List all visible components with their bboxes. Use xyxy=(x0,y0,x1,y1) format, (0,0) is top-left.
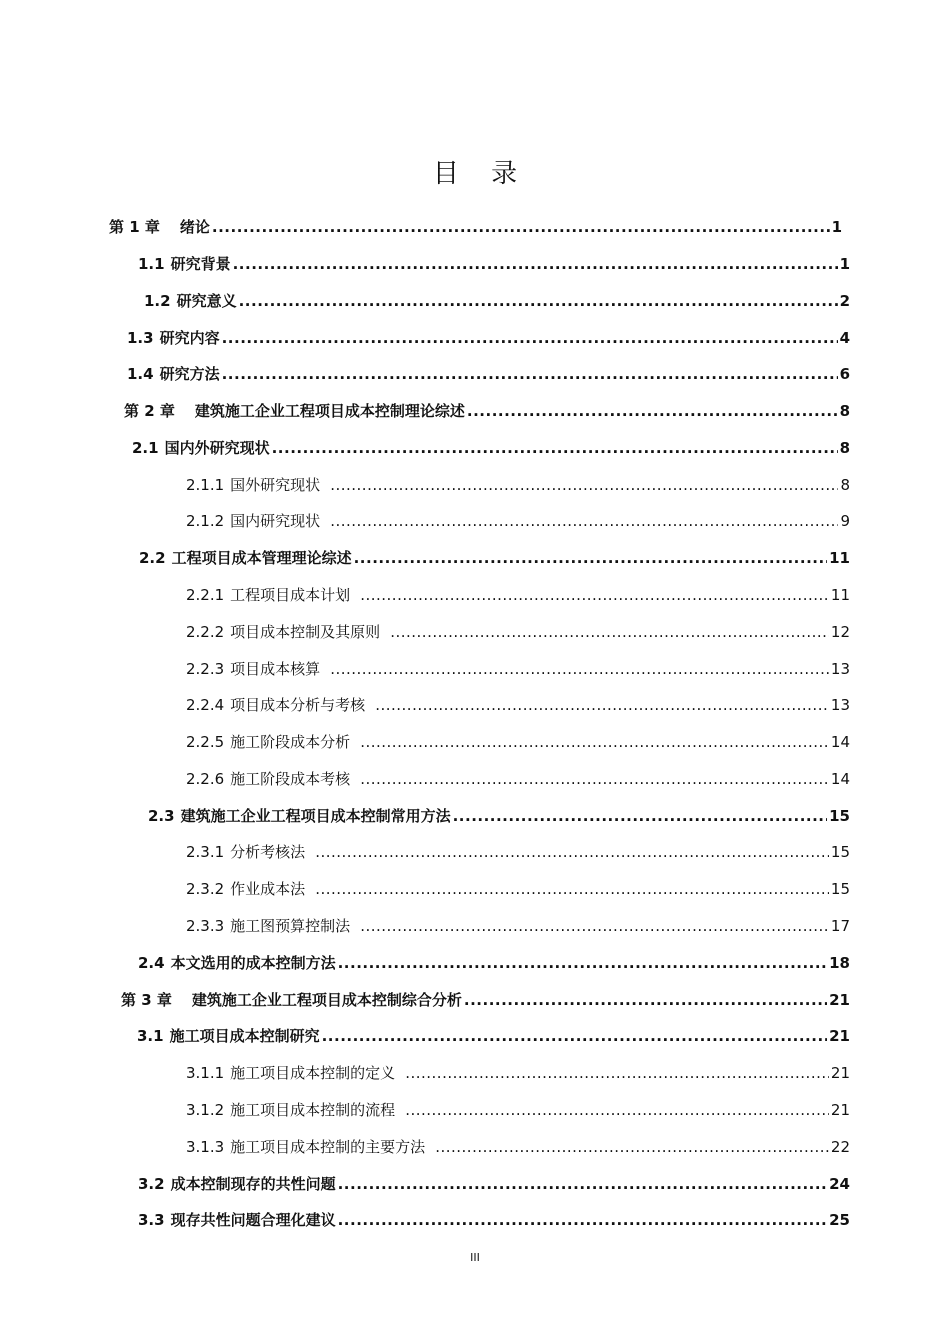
toc-subsection-entry[interactable] xyxy=(186,583,850,607)
toc-subsection-entry[interactable] xyxy=(186,657,850,681)
toc-entry-number: 2.2.4 xyxy=(186,696,225,714)
toc-dot-leader xyxy=(390,620,829,644)
toc-section-entry[interactable] xyxy=(144,289,850,313)
toc-entry-number: 2.1.2 xyxy=(186,512,225,530)
toc-entry-label xyxy=(186,914,350,938)
toc-dot-leader xyxy=(233,252,838,276)
toc-entry-label xyxy=(138,252,231,276)
toc-entry-number: 2.3.1 xyxy=(186,843,225,861)
toc-entry-title: 研究方法 xyxy=(159,365,220,383)
toc-entry-page-number: 25 xyxy=(829,1211,850,1229)
toc-entry-page-number: 21 xyxy=(830,1064,850,1082)
toc-chapter-entry[interactable] xyxy=(109,215,842,239)
toc-chapter-entry[interactable] xyxy=(121,988,850,1012)
toc-section-entry[interactable] xyxy=(139,546,850,570)
toc-entry-title: 施工项目成本控制的主要方法 xyxy=(230,1138,426,1156)
toc-entry-title: 工程项目成本管理理论综述 xyxy=(171,549,352,567)
toc-entry-title: 施工项目成本控制研究 xyxy=(169,1027,320,1045)
toc-entry-label xyxy=(186,1061,395,1085)
toc-entry-number: 3.2 xyxy=(138,1175,165,1193)
toc-section-entry[interactable] xyxy=(137,1024,850,1048)
toc-subsection-entry[interactable] xyxy=(186,1135,850,1159)
toc-dot-leader xyxy=(239,289,838,313)
toc-entry-title: 建筑施工企业工程项目成本控制综合分析 xyxy=(191,991,462,1009)
toc-entry-page-number: 11 xyxy=(830,586,850,604)
toc-entry-page-number: 6 xyxy=(839,365,850,383)
toc-entry-label xyxy=(132,436,270,460)
toc-entry-title: 项目成本核算 xyxy=(230,660,321,678)
toc-section-entry[interactable] xyxy=(132,436,850,460)
toc-dot-leader xyxy=(405,1098,829,1122)
toc-entry-number: 2.2.5 xyxy=(186,733,225,751)
toc-dot-leader xyxy=(360,914,829,938)
toc-entry-title: 施工项目成本控制的定义 xyxy=(230,1064,396,1082)
toc-subsection-entry[interactable] xyxy=(186,620,850,644)
toc-entry-title: 施工项目成本控制的流程 xyxy=(230,1101,396,1119)
toc-entry-page-number: 21 xyxy=(829,991,850,1009)
toc-entry-title: 国内外研究现状 xyxy=(164,439,270,457)
toc-entry-label xyxy=(121,988,462,1012)
toc-section-entry[interactable] xyxy=(138,951,850,975)
toc-entry-label xyxy=(186,1135,425,1159)
toc-dot-leader xyxy=(338,1172,828,1196)
toc-entry-label xyxy=(186,583,350,607)
toc-entry-number: 第 1 章 xyxy=(109,218,160,236)
toc-entry-label xyxy=(186,730,350,754)
toc-dot-leader xyxy=(435,1135,829,1159)
toc-dot-leader xyxy=(338,951,828,975)
toc-subsection-entry[interactable] xyxy=(186,1061,850,1085)
toc-entry-title: 工程项目成本计划 xyxy=(230,586,351,604)
toc-subsection-entry[interactable] xyxy=(186,877,850,901)
toc-entry-label xyxy=(144,289,237,313)
toc-entry-number: 2.4 xyxy=(138,954,165,972)
toc-entry-label xyxy=(148,804,451,828)
toc-dot-leader xyxy=(338,1208,828,1232)
toc-dot-leader xyxy=(222,326,838,350)
toc-entry-number: 2.3 xyxy=(148,807,175,825)
toc-entry-number: 2.3.3 xyxy=(186,917,225,935)
toc-entry-title: 建筑施工企业工程项目成本控制理论综述 xyxy=(194,402,465,420)
toc-dot-leader xyxy=(330,509,838,533)
toc-entry-title: 成本控制现存的共性问题 xyxy=(170,1175,336,1193)
toc-entry-number: 第 3 章 xyxy=(121,991,172,1009)
toc-entry-label xyxy=(127,326,220,350)
toc-entry-page-number: 15 xyxy=(830,843,850,861)
toc-entry-title: 施工阶段成本分析 xyxy=(230,733,351,751)
toc-entry-page-number: 18 xyxy=(829,954,850,972)
page-number-footer: III xyxy=(470,1251,480,1264)
toc-entry-label xyxy=(186,1098,395,1122)
toc-subsection-entry[interactable] xyxy=(186,730,850,754)
toc-entry-page-number: 12 xyxy=(830,623,850,641)
toc-chapter-entry[interactable] xyxy=(124,399,850,423)
toc-entry-number: 2.2.1 xyxy=(186,586,225,604)
toc-entry-number: 2.2.6 xyxy=(186,770,225,788)
toc-entry-title: 研究意义 xyxy=(176,292,237,310)
page-title: 目 录 xyxy=(432,159,530,189)
toc-dot-leader xyxy=(360,730,829,754)
toc-section-entry[interactable] xyxy=(138,1172,850,1196)
toc-entry-page-number: 11 xyxy=(829,549,850,567)
toc-entry-number: 3.1 xyxy=(137,1027,164,1045)
toc-entry-page-number: 14 xyxy=(830,770,850,788)
toc-entry-title: 施工图预算控制法 xyxy=(230,917,351,935)
toc-dot-leader xyxy=(453,804,828,828)
toc-entry-number: 2.2.2 xyxy=(186,623,225,641)
toc-entry-number: 2.2.3 xyxy=(186,660,225,678)
toc-entry-label xyxy=(186,473,320,497)
toc-dot-leader xyxy=(315,877,829,901)
toc-dot-leader xyxy=(330,657,829,681)
toc-entry-title: 作业成本法 xyxy=(230,880,306,898)
toc-entry-label xyxy=(186,693,365,717)
toc-entry-number: 1.1 xyxy=(138,255,165,273)
toc-subsection-entry[interactable] xyxy=(186,914,850,938)
toc-entry-page-number: 14 xyxy=(830,733,850,751)
toc-entry-page-number: 22 xyxy=(830,1138,850,1156)
toc-entry-label xyxy=(138,1172,336,1196)
toc-entry-page-number: 4 xyxy=(839,329,850,347)
toc-entry-page-number: 15 xyxy=(829,807,850,825)
toc-dot-leader xyxy=(360,583,829,607)
toc-dot-leader xyxy=(354,546,828,570)
toc-dot-leader xyxy=(330,473,838,497)
toc-entry-number: 2.3.2 xyxy=(186,880,225,898)
toc-entry-number: 3.3 xyxy=(138,1211,165,1229)
toc-dot-leader xyxy=(322,1024,828,1048)
toc-dot-leader xyxy=(360,767,829,791)
toc-entry-number: 2.1.1 xyxy=(186,476,225,494)
toc-subsection-entry[interactable] xyxy=(186,509,850,533)
toc-entry-page-number: 24 xyxy=(829,1175,850,1193)
toc-entry-page-number: 8 xyxy=(839,402,850,420)
toc-section-entry[interactable] xyxy=(138,1208,850,1232)
toc-dot-leader xyxy=(212,215,830,239)
toc-dot-leader xyxy=(375,693,829,717)
toc-entry-label xyxy=(186,509,320,533)
toc-entry-label xyxy=(127,362,220,386)
toc-entry-label xyxy=(124,399,465,423)
toc-entry-page-number: 13 xyxy=(830,660,850,678)
toc-section-entry[interactable] xyxy=(148,804,850,828)
toc-section-entry[interactable] xyxy=(127,326,850,350)
toc-entry-label xyxy=(186,657,320,681)
toc-dot-leader xyxy=(405,1061,829,1085)
toc-entry-page-number: 15 xyxy=(830,880,850,898)
toc-entry-title: 本文选用的成本控制方法 xyxy=(170,954,336,972)
toc-entry-number: 3.1.1 xyxy=(186,1064,225,1082)
toc-entry-title: 分析考核法 xyxy=(230,843,306,861)
toc-subsection-entry[interactable] xyxy=(186,1098,850,1122)
toc-entry-title: 项目成本控制及其原则 xyxy=(230,623,381,641)
toc-entry-title: 研究内容 xyxy=(159,329,220,347)
toc-entry-label xyxy=(186,840,305,864)
toc-dot-leader xyxy=(272,436,838,460)
toc-entry-page-number: 13 xyxy=(830,696,850,714)
toc-entry-label xyxy=(186,767,350,791)
toc-entry-title: 研究背景 xyxy=(170,255,231,273)
toc-subsection-entry[interactable] xyxy=(186,767,850,791)
toc-entry-title: 施工阶段成本考核 xyxy=(230,770,351,788)
toc-entry-page-number: 17 xyxy=(830,917,850,935)
toc-entry-label xyxy=(139,546,352,570)
toc-subsection-entry[interactable] xyxy=(186,693,850,717)
toc-entry-page-number: 1 xyxy=(839,255,850,273)
toc-entry-label xyxy=(186,877,305,901)
toc-entry-page-number: 21 xyxy=(829,1027,850,1045)
toc-dot-leader xyxy=(222,362,838,386)
toc-subsection-entry[interactable] xyxy=(186,473,850,497)
toc-entry-label xyxy=(109,215,210,239)
toc-entry-page-number: 8 xyxy=(839,439,850,457)
toc-entry-number: 第 2 章 xyxy=(124,402,175,420)
toc-entry-title: 国外研究现状 xyxy=(230,476,321,494)
toc-subsection-entry[interactable] xyxy=(186,840,850,864)
toc-entry-label xyxy=(186,620,380,644)
toc-entry-label xyxy=(138,1208,336,1232)
toc-dot-leader xyxy=(467,399,838,423)
toc-entry-title: 绪论 xyxy=(179,218,210,236)
toc-entry-title: 项目成本分析与考核 xyxy=(230,696,366,714)
toc-entry-label xyxy=(137,1024,320,1048)
toc-entry-page-number: 21 xyxy=(830,1101,850,1119)
toc-entry-title: 现存共性问题合理化建议 xyxy=(170,1211,336,1229)
toc-section-entry[interactable] xyxy=(127,362,850,386)
toc-entry-number: 3.1.2 xyxy=(186,1101,225,1119)
toc-dot-leader xyxy=(464,988,827,1012)
toc-entry-page-number: 2 xyxy=(839,292,850,310)
toc-entry-page-number: 8 xyxy=(840,476,850,494)
toc-entry-number: 2.2 xyxy=(139,549,166,567)
toc-entry-number: 1.2 xyxy=(144,292,171,310)
toc-dot-leader xyxy=(315,840,829,864)
toc-entry-page-number: 1 xyxy=(831,218,842,236)
toc-entry-number: 1.4 xyxy=(127,365,154,383)
toc-entry-title: 建筑施工企业工程项目成本控制常用方法 xyxy=(180,807,451,825)
toc-entry-page-number: 9 xyxy=(840,512,850,530)
toc-entry-number: 2.1 xyxy=(132,439,159,457)
toc-entry-number: 1.3 xyxy=(127,329,154,347)
toc-entry-title: 国内研究现状 xyxy=(230,512,321,530)
toc-entry-number: 3.1.3 xyxy=(186,1138,225,1156)
toc-entry-label xyxy=(138,951,336,975)
toc-section-entry[interactable] xyxy=(138,252,850,276)
